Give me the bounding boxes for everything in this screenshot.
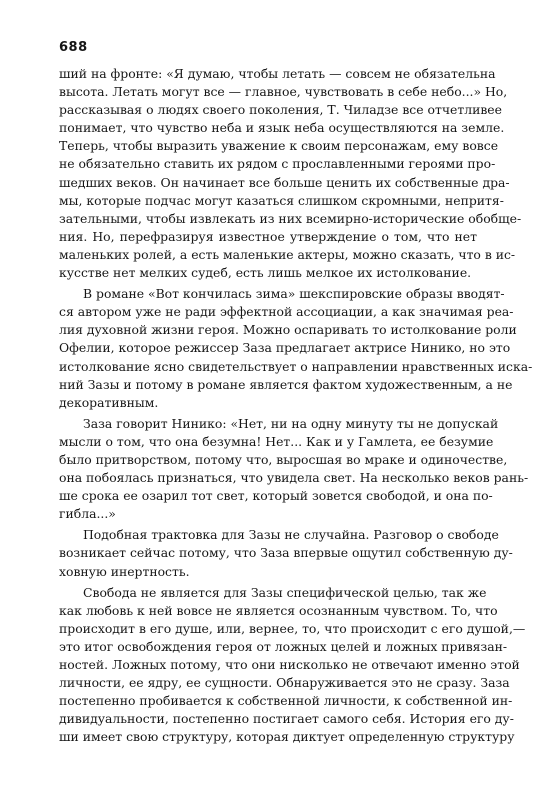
text-line: ший на фронте: «Я думаю, чтобы летать — совсем не обязательна bbox=[59, 66, 496, 81]
text-line: Заза говорит Нинико: «Нет, ни на одну минуту ты не допускай bbox=[83, 415, 499, 431]
text-line: ховную инертность. bbox=[59, 563, 190, 579]
page-number: 688 bbox=[59, 40, 88, 55]
text-line: зательными, чтобы извлекать из них всемирно-исторические обобще- bbox=[59, 210, 522, 226]
text-line: личности, ее ядру, ее сущности. Обнаруживается это не сразу. Заза bbox=[59, 675, 510, 691]
text-line: маленьких ролей, а есть маленькие актеры, можно сказать, что в ис- bbox=[59, 246, 516, 262]
text-line: ния. Но, перефразируя известное утверждение о том, что нет bbox=[59, 228, 477, 244]
text-line: Теперь, чтобы выразить уважение к своим персонажам, ему вовсе bbox=[59, 138, 499, 154]
text-line: ний Зазы и потому в романе является фактом художественным, а не bbox=[59, 376, 513, 392]
text-line: постепенно пробивается к собственной личности, к собственной ин- bbox=[59, 693, 513, 709]
text-line: шедших веков. Он начинает все больше ценить их собственные дра- bbox=[59, 174, 510, 190]
paragraph bbox=[59, 65, 522, 282]
text-line: Свобода не является для Зазы специфической целью, так же bbox=[83, 584, 487, 600]
paragraph bbox=[59, 415, 529, 524]
text-line: ше срока ее озарил тот свет, который зовется свободой, и она по- bbox=[59, 488, 493, 504]
text-line: истолкование ясно свидетельствует о направлении нравственных иска- bbox=[59, 358, 533, 374]
text-line: Офелии, которое режиссер Заза предлагает актрисе Нинико, но это bbox=[59, 340, 511, 356]
text-line: В романе «Вот кончилась зима» шекспировские образы вводят- bbox=[83, 286, 505, 302]
text-line: происходит в его душе, или, вернее, то, что происходит с его душой,— bbox=[59, 620, 526, 636]
paragraph bbox=[59, 584, 526, 747]
text-line: ся автором уже не ради эффектной ассоциации, а как значимая реа- bbox=[59, 304, 514, 320]
paragraph bbox=[59, 285, 533, 412]
body-text bbox=[59, 65, 533, 746]
text-line: понимает, что чувство неба и язык неба осуществляются на земле. bbox=[59, 120, 505, 136]
text-line: рассказывая о людях своего поколения, Т. Чиладзе все отчетливее bbox=[59, 102, 502, 118]
text-line: это итог освобождения героя от ложных целей и ложных привязан- bbox=[59, 638, 508, 654]
text-line: было притворством, потому что, выросшая во мраке и одиночестве, bbox=[59, 451, 508, 467]
text-line: дивидуальности, постепенно постигает самого себя. История его ду- bbox=[59, 711, 514, 727]
text-line: кусстве нет мелких судеб, есть лишь мелкое их истолкование. bbox=[59, 265, 472, 281]
text-line: как любовь к ней вовсе не является осознанным чувством. То, что bbox=[59, 602, 498, 618]
text-line: возникает сейчас потому, что Заза впервые ощутил собственную ду- bbox=[59, 545, 513, 561]
text-line: лия духовной жизни героя. Можно оспаривать то истолкование роли bbox=[59, 322, 517, 338]
text-line: декоративным. bbox=[59, 394, 159, 410]
text-line: ностей. Ложных потому, что они нисколько не отвечают именно этой bbox=[59, 657, 520, 672]
text-line: не обязательно ставить их рядом с прославленными героями про- bbox=[59, 156, 496, 172]
text-line: высота. Летать могут все — главное, чувствовать в себе небо...» Но, bbox=[59, 84, 508, 100]
text-line: ши имеет свою структуру, которая диктует определенную структуру bbox=[59, 729, 515, 745]
paragraph bbox=[59, 526, 513, 580]
text-line: мысли о том, что она безумна! Нет... Как и у Гамлета, ее безумие bbox=[59, 433, 494, 449]
text-line: мы, которые подчас могут казаться слишком скромными, непритя- bbox=[59, 192, 504, 208]
text-line: она побоялась признаться, что увидела свет. На несколько веков рань- bbox=[59, 470, 529, 486]
text-line: Подобная трактовка для Зазы не случайна. Разговор о свободе bbox=[83, 527, 499, 543]
text-line: гибла...» bbox=[59, 506, 116, 522]
